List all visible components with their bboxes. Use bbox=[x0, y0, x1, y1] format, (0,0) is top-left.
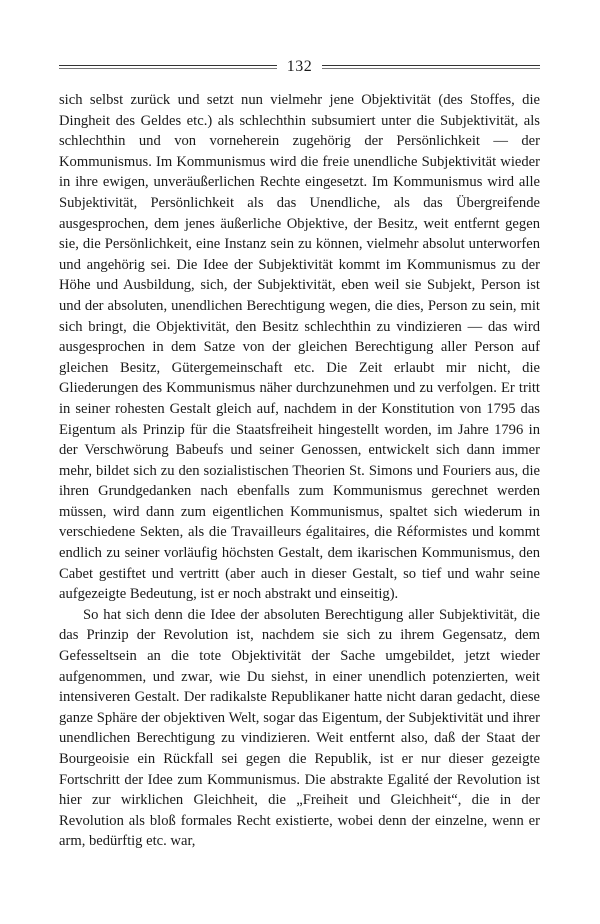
header-rule-right bbox=[322, 65, 540, 69]
page-number: 132 bbox=[286, 58, 313, 75]
header-rule-left bbox=[59, 65, 277, 69]
body-text bbox=[59, 90, 540, 852]
paragraph: So hat sich denn die Idee der absoluten Berechtigung aller Subjektivität, die das Prinzip der Revolution ist, nachdem sie sich zu ihrem Gegensatz, dem Gefesseltsein an die tote Objektivität der Sache umgebildet, jetzt wieder aufgenommen, und zwar, wie Du siehst, in einer unendlich potenzierten, weit intensiveren Gestalt. Der radikalste Republikaner hatte nicht daran gedacht, diese ganze Sphäre der objektiven Welt, sogar das Eigentum, der Subjektivität und ihrer unendlichen Berechtigung zu vindizieren. Weit entfernt also, daß der Staat der Bourgeoisie ein Rückfall sei gegen die Republik, ist er nur dieser gezeigte Fortschritt der Idee zum Kommunismus. Die abstrakte Egalité der Revolution ist hier zur wirklichen Gleichheit, die „Freiheit und Gleichheit“, die in der Revolution als bloß formales Recht existierte, wobei denn der einzelne, wenn er arm, bedürftig etc. war, bbox=[59, 606, 540, 850]
book-page bbox=[59, 56, 540, 852]
paragraph: sich selbst zurück und setzt nun vielmehr jene Objektivität (des Stoffes, die Dingheit des Geldes etc.) als schlechthin subsumiert unter die Subjektivität, als schlechthin und von vorneherein zugehörig der Persönlichkeit — der Kommunismus. Im Kommunismus wird die freie unendliche Subjektivität wieder in ihre ewigen, unveräußerlichen Rechte eingesetzt. Im Kommunismus wird alle Subjektivität, Persönlichkeit als das Unendliche, als das Übergreifende ausgesprochen, dem jenes äußerliche Objektive, der Besitz, weit entfernt gegen sie, die Persönlichkeit, eine Instanz sein zu können, vielmehr absolut unterworfen und angehörig sei. Die Idee der Subjektivität kommt im Kommunismus zu der Höhe und Ausbildung, sich, der Subjektivität, eben weil sie Subjekt, Person ist und der absoluten, unendlichen Berechtigung wegen, die dies, Person zu sein, mit sich bringt, die Objektivität, den Besitz schlechthin zu vindizieren — das wird ausgesprochen in dem Satze von der gleichen Berechtigung aller Person auf gleichen Besitz, Gütergemeinschaft etc. Die Zeit erlaubt mir nicht, die Gliederungen des Kommunismus näher durchzunehmen und zu verfolgen. Er tritt in seiner rohesten Gestalt gleich auf, nachdem in der Konstitution von 1795 das Eigentum als Prinzip für die Staatsfreiheit hingestellt worden, im Jahre 1796 in der Verschwörung Babeufs und seiner Genossen, entwickelt sich dann immer mehr, bildet sich zu den sozialistischen Theorien St. Simons und Fouriers aus, die ihren Grundgedanken nach ebenfalls zum Kommunismus gerechnet werden müssen, wird dann zum eigentlichen Kommunismus, spaltet sich wiederum in verschiedene Sekten, als die Travailleurs égalitaires, die Réformistes und kommt endlich zu seiner vorläufig höchsten Gestalt, dem ikarischen Kommunismus, den Cabet gestiftet und vertritt (aber auch in dieser Gestalt, so tief und wahr seine aufgezeigte Bedeutung, ist er noch abstrakt und einseitig). bbox=[59, 92, 540, 603]
page-header bbox=[59, 56, 540, 78]
